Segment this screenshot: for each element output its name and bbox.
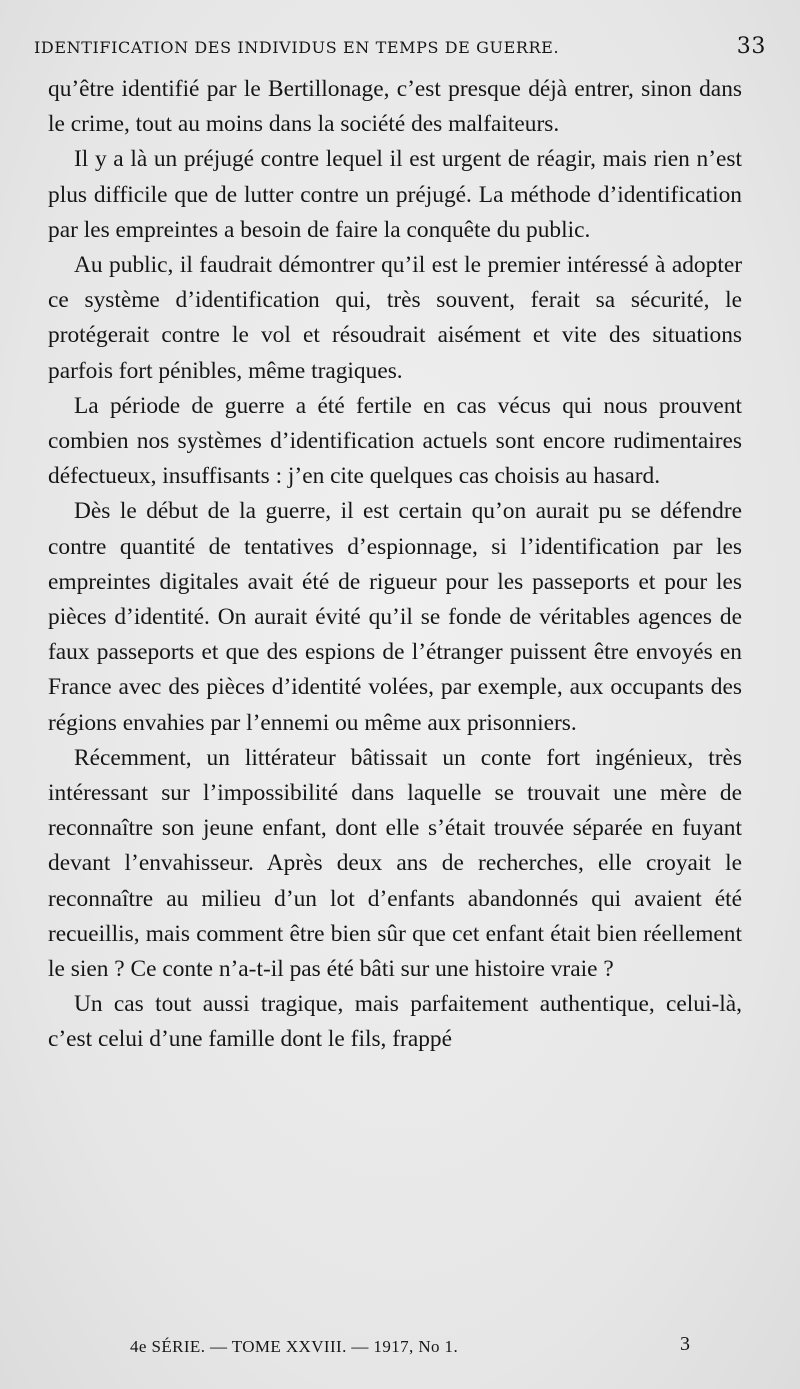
paragraph: La période de guerre a été fertile en cas vécus qui nous prouvent combien nos systèmes d’identification actuels sont encore rudimentaires défectueux, insuffisants : j’en cite quelques cas choisis au hasard. xyxy=(48,392,742,490)
paragraph: Au public, il faudrait démontrer qu’il est le premier intéressé à adopter ce système d’identification qui, très souvent, ferait sa sécurité, le protégerait contre le vol et résoudrait aisément et vite des situations parfois fort pénibles, même tragiques. xyxy=(48,252,742,384)
page-number: 33 xyxy=(736,34,766,59)
running-title: IDENTIFICATION DES INDIVIDUS EN TEMPS DE GUERRE. xyxy=(34,38,560,57)
sheet-number: 3 xyxy=(680,1333,690,1355)
body-text xyxy=(48,72,742,1058)
paragraph: Un cas tout aussi tragique, mais parfaitement authentique, celui-là, c’est celui d’une famille dont le fils, frappé xyxy=(48,991,742,1053)
paragraph: Dès le début de la guerre, il est certain qu’on aurait pu se défendre contre quantité de tentatives d’espionnage, si l’identification par les empreintes digitales avait été de rigueur pour les passeports et pour les pièces d’identité. On aurait évité qu’il se fonde de véritables agences de faux passeports et que des espions de l’étranger puissent être envoyés en France avec des pièces d’identité volées, par exemple, aux occupants des régions envahies par l’ennemi ou même aux prisonniers. xyxy=(48,498,742,736)
signature-line: 4e SÉRIE. — TOME XXVIII. — 1917, No 1. xyxy=(130,1337,459,1356)
paragraph: Récemment, un littérateur bâtissait un conte fort ingénieux, très intéressant sur l’impossibilité dans laquelle se trouvait une mère de reconnaître son jeune enfant, dont elle s’était trouvée séparée en fuyant devant l’envahisseur. Après deux ans de recherches, elle croyait le reconnaître au milieu d’un lot d’enfants abandonnés qui avaient été recueillis, mais comment être bien sûr que cet enfant était bien réellement le sien ? Ce conte n’a-t-il pas été bâti sur une histoire vraie ? xyxy=(48,744,742,983)
paragraph-continuation: qu’être identifié par le Bertillonage, c’est presque déjà entrer, sinon dans le crime, tout au moins dans la société des malfaiteurs. xyxy=(48,76,742,138)
page-footer xyxy=(130,1333,690,1363)
paragraph: Il y a là un préjugé contre lequel il est urgent de réagir, mais rien n’est plus difficile que de lutter contre un préjugé. La méthode d’identification par les empreintes a besoin de faire la conquête du public. xyxy=(48,146,742,243)
running-header xyxy=(34,32,766,62)
